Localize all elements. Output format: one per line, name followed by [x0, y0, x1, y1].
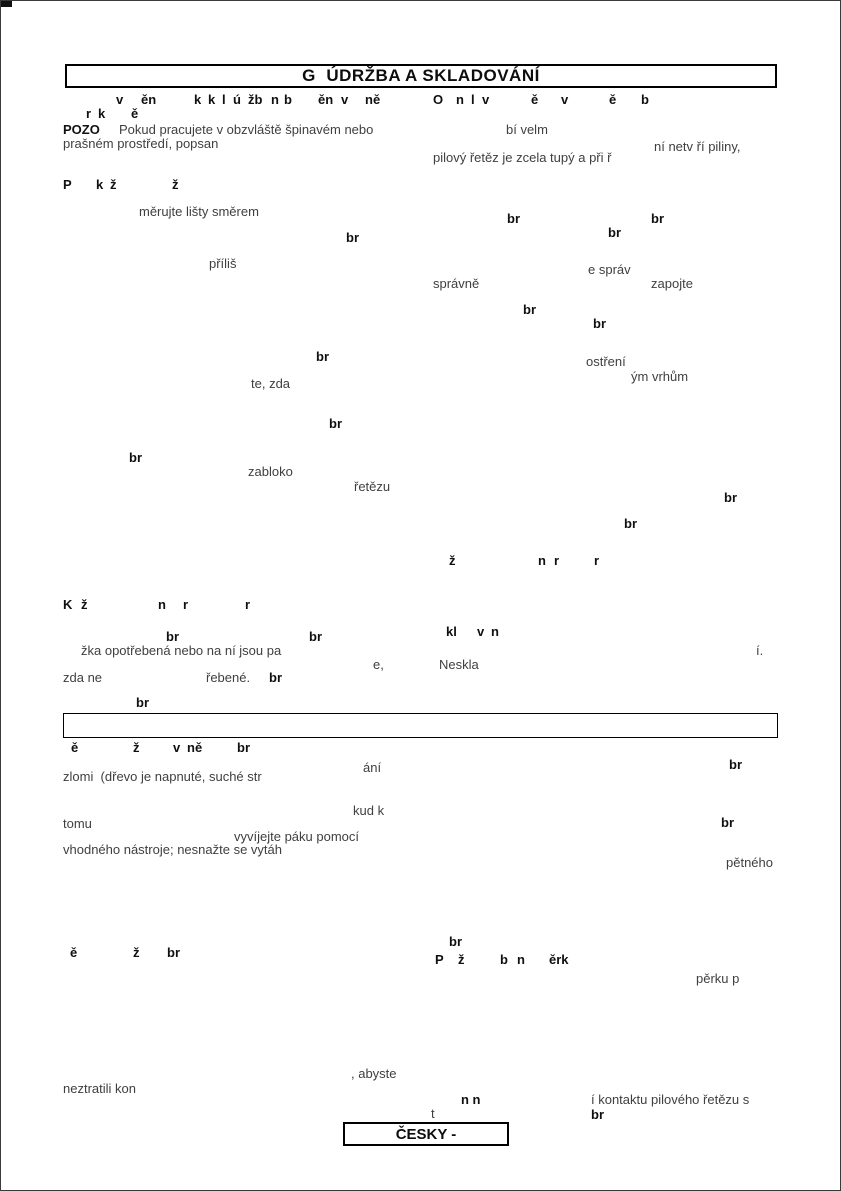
text-fragment: zapojte	[651, 276, 693, 291]
text-fragment: í.	[756, 643, 764, 658]
text-fragment-bold: P	[435, 952, 444, 967]
text-fragment-bold: O	[433, 92, 444, 107]
text-fragment-bold: v	[561, 92, 569, 107]
text-fragment-bold: b	[500, 952, 508, 967]
text-fragment-bold: b	[284, 92, 292, 107]
text-fragment-bold: kl	[446, 624, 457, 639]
text-fragment: , abyste	[351, 1066, 397, 1081]
text-fragment: pilový řetěz je zcela tupý a při ř	[433, 150, 612, 165]
text-fragment-bold: ěn	[318, 92, 334, 107]
language-label: ČESKY -	[395, 1125, 457, 1143]
text-fragment-bold: ž	[110, 177, 117, 192]
text-fragment: vhodného nástroje; nesnažte se vytáh	[63, 842, 282, 857]
text-fragment-bold: žb	[248, 92, 263, 107]
text-fragment-bold: v	[116, 92, 124, 107]
text-fragment-bold: n	[456, 92, 464, 107]
text-fragment: í kontaktu pilového řetězu s	[591, 1092, 750, 1107]
text-fragment: zabloko	[248, 464, 293, 479]
text-fragment-bold: n	[271, 92, 279, 107]
text-fragment-bold: br	[591, 1107, 604, 1122]
text-fragment-bold: br	[724, 490, 737, 505]
text-fragment: bí velm	[506, 122, 548, 137]
text-fragment-bold: ě	[531, 92, 539, 107]
text-fragment-bold: k	[96, 177, 104, 192]
text-fragment: vyvíjejte páku pomocí	[234, 829, 360, 844]
text-fragment-bold: br	[329, 416, 342, 431]
text-fragment-bold: ž	[458, 952, 465, 967]
section-title: G ÚDRŽBA A SKLADOVÁNÍ	[302, 66, 540, 85]
text-fragment-bold: v	[477, 624, 485, 639]
text-fragment-bold: n	[517, 952, 525, 967]
text-fragment-bold: br	[523, 302, 536, 317]
text-fragment-bold: br	[237, 740, 250, 755]
text-fragment-bold: P	[63, 177, 72, 192]
text-fragment-bold: br	[346, 230, 359, 245]
text-fragment-bold: br	[166, 629, 179, 644]
text-fragment-bold: ú	[233, 92, 241, 107]
text-fragment-bold: r	[554, 553, 560, 568]
text-fragment-bold: ě	[131, 106, 139, 121]
text-fragment-bold: ž	[133, 740, 140, 755]
text-fragment: ní netv ří piliny,	[654, 139, 741, 154]
text-fragment-bold: r	[594, 553, 600, 568]
text-fragment: kud k	[353, 803, 385, 818]
text-fragment-bold: v	[341, 92, 349, 107]
text-fragment-bold: ž	[449, 553, 456, 568]
text-fragment-bold: k	[208, 92, 216, 107]
text-fragment-bold: br	[729, 757, 742, 772]
text-fragment-bold: l	[471, 92, 475, 107]
text-fragment-bold: br	[624, 516, 637, 531]
text-fragment: příliš	[209, 256, 237, 271]
text-fragment-bold: POZO	[63, 122, 100, 137]
text-fragment-bold: br	[309, 629, 322, 644]
text-fragment: te, zda	[251, 376, 291, 391]
text-fragment-bold: r	[245, 597, 251, 612]
text-fragment: ostření	[586, 354, 626, 369]
text-fragment: ým vrhům	[631, 369, 689, 384]
scan-artifact-mark	[1, 1, 12, 7]
text-fragment: pětného	[726, 855, 773, 870]
text-fragment: Neskla	[439, 657, 479, 672]
text-fragment-bold: n n	[461, 1092, 481, 1107]
text-fragment: řetězu	[354, 479, 391, 494]
text-fragment-bold: br	[651, 211, 664, 226]
text-fragment-bold: ěn	[141, 92, 157, 107]
text-fragment-bold: br	[449, 934, 462, 949]
text-fragment: Pokud pracujete v obzvláště špinavém nebo	[119, 122, 374, 137]
text-fragment-bold: r	[183, 597, 189, 612]
text-fragment-bold: v	[173, 740, 181, 755]
text-fragment-bold: br	[593, 316, 606, 331]
text-fragment-bold: K	[63, 597, 73, 612]
text-fragment-bold: k	[98, 106, 106, 121]
text-fragment-bold: ěrk	[549, 952, 569, 967]
text-fragment-bold: k	[194, 92, 202, 107]
text-fragment: řebené.	[206, 670, 251, 685]
text-fragment-bold: n	[491, 624, 499, 639]
text-fragment-bold: br	[269, 670, 282, 685]
text-fragment-bold: l	[222, 92, 226, 107]
section-header-box	[65, 64, 777, 88]
text-fragment: ání	[363, 760, 382, 775]
text-fragment-bold: n	[538, 553, 546, 568]
text-fragment: tomu	[63, 816, 92, 831]
text-fragment: zlomi (dřevo je napnuté, suché str	[63, 769, 262, 784]
text-fragment: e,	[373, 657, 384, 672]
text-fragment: zda ne	[63, 670, 103, 685]
text-fragment: žka opotřebená nebo na ní jsou pa	[81, 643, 282, 658]
text-fragment-bold: ž	[172, 177, 179, 192]
empty-rule-box	[63, 713, 778, 738]
text-fragment: měrujte lišty směrem	[139, 204, 259, 219]
text-fragment: pěrku p	[696, 971, 740, 986]
text-fragment-bold: ně	[187, 740, 203, 755]
text-fragment-bold: b	[641, 92, 649, 107]
text-fragment-bold: ě	[71, 740, 79, 755]
text-fragment-bold: br	[721, 815, 734, 830]
text-fragment-bold: br	[136, 695, 149, 710]
text-fragment: e správ	[588, 262, 631, 277]
text-fragment-bold: br	[608, 225, 621, 240]
text-fragment-bold: br	[316, 349, 329, 364]
text-fragment-bold: br	[167, 945, 180, 960]
text-fragment: neztratili kon	[63, 1081, 136, 1096]
language-footer-box	[343, 1122, 509, 1146]
text-fragment-bold: ž	[81, 597, 88, 612]
text-fragment-bold: r	[86, 106, 92, 121]
text-fragment-bold: br	[129, 450, 142, 465]
text-fragment-bold: v	[482, 92, 490, 107]
text-fragment-bold: ě	[609, 92, 617, 107]
text-fragment-bold: br	[507, 211, 520, 226]
text-fragment-bold: ně	[365, 92, 381, 107]
text-fragment: prašném prostředí, popsan	[63, 136, 219, 151]
text-fragment: správně	[433, 276, 480, 291]
text-fragment-bold: ě	[70, 945, 78, 960]
text-fragment-bold: n	[158, 597, 166, 612]
text-fragment: t	[431, 1106, 435, 1121]
text-fragment-bold: ž	[133, 945, 140, 960]
